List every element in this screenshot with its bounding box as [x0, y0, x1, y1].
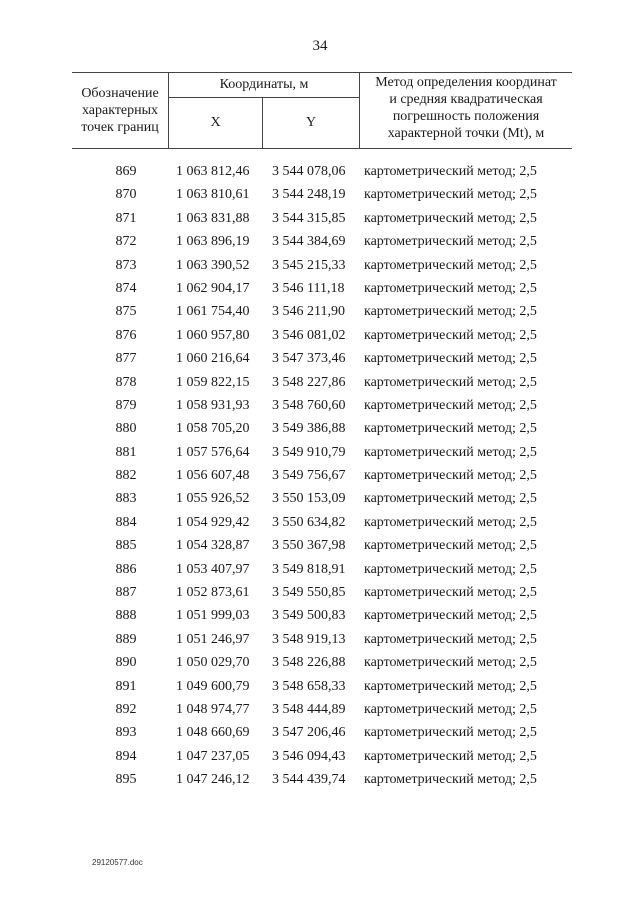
- x-cell: 1 062 904,17: [176, 280, 250, 296]
- y-cell: 3 548 227,86: [272, 374, 346, 390]
- table-row: [0, 351, 640, 374]
- table-row: [0, 258, 640, 281]
- x-cell: 1 063 810,61: [176, 187, 250, 203]
- table-row: [0, 375, 640, 398]
- method-cell: картометрический метод; 2,5: [364, 444, 537, 460]
- y-cell: 3 547 206,46: [272, 725, 346, 741]
- table-row: [0, 515, 640, 538]
- method-cell: картометрический метод; 2,5: [364, 421, 537, 437]
- header-y: Y: [263, 98, 360, 148]
- point-cell: 884: [115, 514, 137, 530]
- y-cell: 3 546 081,02: [272, 327, 346, 343]
- y-cell: 3 548 760,60: [272, 397, 346, 413]
- y-cell: 3 549 500,83: [272, 608, 346, 624]
- point-cell: 893: [115, 725, 137, 741]
- y-cell: 3 550 634,82: [272, 514, 346, 530]
- method-cell: картометрический метод; 2,5: [364, 678, 537, 694]
- table-row: [0, 234, 640, 257]
- table-row: [0, 445, 640, 468]
- x-cell: 1 051 999,03: [176, 608, 250, 624]
- table-row: [0, 421, 640, 444]
- y-cell: 3 548 919,13: [272, 631, 346, 647]
- header-method-line: характерной точки (Mt), м: [387, 126, 545, 141]
- method-cell: картометрический метод; 2,5: [364, 210, 537, 226]
- point-cell: 886: [115, 561, 137, 577]
- point-cell: 873: [115, 257, 137, 273]
- method-cell: картометрический метод; 2,5: [364, 701, 537, 717]
- table-row: [0, 772, 640, 795]
- x-cell: 1 055 926,52: [176, 491, 250, 507]
- table-row: [0, 164, 640, 187]
- x-cell: 1 060 957,80: [176, 327, 250, 343]
- point-cell: 876: [115, 327, 137, 343]
- x-cell: 1 061 754,40: [176, 304, 250, 320]
- page-number: 34: [312, 38, 328, 54]
- point-cell: 894: [115, 748, 137, 764]
- table-row: [0, 281, 640, 304]
- footer-filename: 29120577.doc: [92, 858, 143, 867]
- method-cell: картометрический метод; 2,5: [364, 514, 537, 530]
- header-method: [360, 74, 572, 148]
- point-cell: 880: [115, 421, 137, 437]
- table-row: [0, 468, 640, 491]
- x-cell: 1 059 822,15: [176, 374, 250, 390]
- y-cell: 3 544 248,19: [272, 187, 346, 203]
- x-cell: 1 054 328,87: [176, 538, 250, 554]
- y-cell: 3 544 078,06: [272, 164, 346, 179]
- point-cell: 882: [115, 468, 137, 484]
- x-cell: 1 063 831,88: [176, 210, 250, 226]
- x-cell: 1 049 600,79: [176, 678, 250, 694]
- method-cell: картометрический метод; 2,5: [364, 655, 537, 671]
- point-cell: 881: [115, 444, 137, 460]
- table-row: [0, 608, 640, 631]
- point-cell: 872: [115, 234, 137, 250]
- method-cell: картометрический метод; 2,5: [364, 561, 537, 577]
- y-cell: 3 544 315,85: [272, 210, 346, 226]
- method-cell: картометрический метод; 2,5: [364, 397, 537, 413]
- x-cell: 1 054 929,42: [176, 514, 250, 530]
- y-cell: 3 548 226,88: [272, 655, 346, 671]
- method-cell: картометрический метод; 2,5: [364, 491, 537, 507]
- table-row: [0, 725, 640, 748]
- y-cell: 3 544 384,69: [272, 234, 346, 250]
- table-row: [0, 562, 640, 585]
- header-method-line: погрешность положения: [392, 109, 540, 124]
- point-cell: 879: [115, 397, 137, 413]
- method-cell: картометрический метод; 2,5: [364, 631, 537, 647]
- table-row: [0, 702, 640, 725]
- point-cell: 887: [115, 585, 137, 601]
- y-cell: 3 546 211,90: [272, 304, 345, 320]
- header-point-line: точек границ: [81, 120, 159, 135]
- method-cell: картометрический метод; 2,5: [364, 187, 537, 203]
- header-method-line: и средняя квадратическая: [389, 92, 543, 107]
- x-cell: 1 048 974,77: [176, 701, 250, 717]
- y-cell: 3 550 367,98: [272, 538, 346, 554]
- table-row: [0, 491, 640, 514]
- header-coordinates: Координаты, м: [169, 73, 360, 98]
- point-cell: 891: [115, 678, 137, 694]
- method-cell: картометрический метод; 2,5: [364, 468, 537, 484]
- y-cell: 3 549 910,79: [272, 444, 346, 460]
- point-cell: 888: [115, 608, 137, 624]
- x-cell: 1 047 237,05: [176, 748, 250, 764]
- y-cell: 3 550 153,09: [272, 491, 346, 507]
- table-row: [0, 679, 640, 702]
- table-row: [0, 538, 640, 561]
- x-cell: 1 058 931,93: [176, 397, 250, 413]
- y-cell: 3 549 386,88: [272, 421, 346, 437]
- x-cell: 1 048 660,69: [176, 725, 250, 741]
- x-cell: 1 058 705,20: [176, 421, 250, 437]
- point-cell: 870: [115, 187, 137, 203]
- x-cell: 1 057 576,64: [176, 444, 250, 460]
- point-cell: 895: [115, 772, 137, 788]
- table-row: [0, 585, 640, 608]
- x-cell: 1 056 607,48: [176, 468, 250, 484]
- table-body: [0, 164, 640, 796]
- method-cell: картометрический метод; 2,5: [364, 748, 537, 764]
- table-row: [0, 632, 640, 655]
- method-cell: картометрический метод; 2,5: [364, 725, 537, 741]
- point-cell: 885: [115, 538, 137, 554]
- table-row: [0, 398, 640, 421]
- y-cell: 3 545 215,33: [272, 257, 346, 273]
- method-cell: картометрический метод; 2,5: [364, 304, 537, 320]
- method-cell: картометрический метод; 2,5: [364, 608, 537, 624]
- x-cell: 1 047 246,12: [176, 772, 250, 788]
- y-cell: 3 544 439,74: [272, 772, 346, 788]
- x-cell: 1 052 873,61: [176, 585, 250, 601]
- table-row: [0, 304, 640, 327]
- table-row: [0, 328, 640, 351]
- y-cell: 3 546 111,18: [272, 280, 345, 296]
- method-cell: картометрический метод; 2,5: [364, 538, 537, 554]
- method-cell: картометрический метод; 2,5: [364, 772, 537, 788]
- x-cell: 1 060 216,64: [176, 351, 250, 367]
- y-cell: 3 548 658,33: [272, 678, 346, 694]
- table-header: [72, 72, 572, 149]
- x-cell: 1 053 407,97: [176, 561, 250, 577]
- method-cell: картометрический метод; 2,5: [364, 234, 537, 250]
- method-cell: картометрический метод; 2,5: [364, 351, 537, 367]
- header-point-designation: [72, 73, 169, 148]
- point-cell: 875: [115, 304, 137, 320]
- y-cell: 3 549 756,67: [272, 468, 346, 484]
- table-row: [0, 749, 640, 772]
- point-cell: 871: [115, 210, 137, 226]
- x-cell: 1 050 029,70: [176, 655, 250, 671]
- header-x: X: [169, 98, 263, 148]
- header-point-line: характерных: [81, 103, 159, 118]
- y-cell: 3 548 444,89: [272, 701, 346, 717]
- point-cell: 877: [115, 351, 137, 367]
- header-point-line: Обозначение: [81, 86, 159, 101]
- y-cell: 3 547 373,46: [272, 351, 346, 367]
- x-cell: 1 063 896,19: [176, 234, 250, 250]
- point-cell: 890: [115, 655, 137, 671]
- method-cell: картометрический метод; 2,5: [364, 280, 537, 296]
- header-method-line: Метод определения координат: [375, 75, 557, 90]
- point-cell: 889: [115, 631, 137, 647]
- y-cell: 3 549 818,91: [272, 561, 346, 577]
- method-cell: картометрический метод; 2,5: [364, 585, 537, 601]
- x-cell: 1 063 812,46: [176, 164, 250, 179]
- method-cell: картометрический метод; 2,5: [364, 164, 537, 179]
- point-cell: 874: [115, 280, 137, 296]
- method-cell: картометрический метод; 2,5: [364, 257, 537, 273]
- table-row: [0, 187, 640, 210]
- point-cell: 878: [115, 374, 137, 390]
- point-cell: 892: [115, 701, 137, 717]
- y-cell: 3 546 094,43: [272, 748, 346, 764]
- point-cell: 883: [115, 491, 137, 507]
- table-row: [0, 655, 640, 678]
- x-cell: 1 051 246,97: [176, 631, 250, 647]
- method-cell: картометрический метод; 2,5: [364, 374, 537, 390]
- y-cell: 3 549 550,85: [272, 585, 346, 601]
- table-row: [0, 211, 640, 234]
- x-cell: 1 063 390,52: [176, 257, 250, 273]
- method-cell: картометрический метод; 2,5: [364, 327, 537, 343]
- point-cell: 869: [115, 164, 137, 179]
